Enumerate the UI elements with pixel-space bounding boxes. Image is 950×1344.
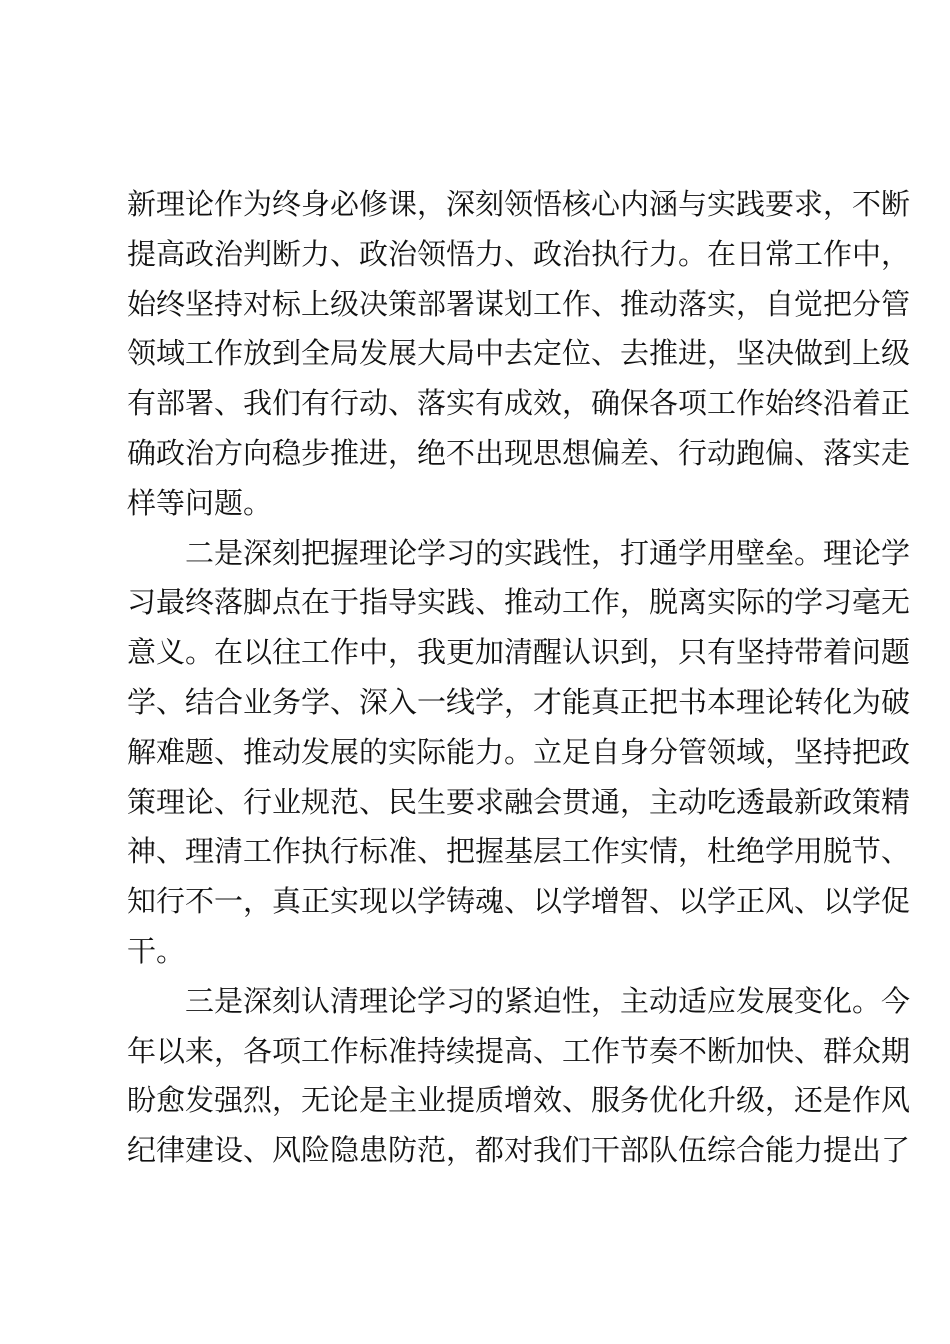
text-line: 习最终落脚点在于指导实践、推动工作，脱离实际的学习毫无 (127, 585, 911, 620)
text-line: 领域工作放到全局发展大局中去定位、去推进，坚决做到上级 (127, 336, 911, 371)
text-line: 解难题、推动发展的实际能力。立足自身分管领域，坚持把政 (127, 734, 911, 769)
text-line: 确政治方向稳步推进，绝不出现思想偏差、行动跑偏、落实走 (127, 435, 911, 470)
text-line: 年以来，各项工作标准持续提高、工作节奏不断加快、群众期 (127, 1033, 911, 1068)
text-line: 三是深刻认清理论学习的紧迫性，主动适应发展变化。今 (185, 983, 911, 1018)
text-line: 神、理清工作执行标准、把握基层工作实情，杜绝学用脱节、 (127, 834, 911, 869)
document-body (127, 180, 911, 1176)
text-line: 新理论作为终身必修课，深刻领悟核心内涵与实践要求，不断 (127, 187, 911, 221)
text-line: 样等问题。 (127, 485, 273, 520)
text-line: 二是深刻把握理论学习的实践性，打通学用壁垒。理论学 (185, 535, 911, 570)
text-line: 有部署、我们有行动、落实有成效，确保各项工作始终沿着正 (127, 386, 911, 421)
paragraph-3 (127, 977, 911, 1176)
text-line: 意义。在以往工作中，我更加清醒认识到，只有坚持带着问题 (127, 635, 911, 670)
text-line: 提高政治判断力、政治领悟力、政治执行力。在日常工作中， (127, 236, 911, 271)
paragraph-1 (127, 180, 911, 529)
paragraph-2 (127, 529, 911, 977)
text-line: 始终坚持对标上级决策部署谋划工作、推动落实，自觉把分管 (127, 286, 911, 321)
text-line: 纪律建设、风险隐患防范，都对我们干部队伍综合能力提出了 (127, 1133, 911, 1168)
text-line: 干。 (127, 933, 186, 968)
text-line: 知行不一，真正实现以学铸魂、以学增智、以学正风、以学促 (127, 884, 911, 919)
text-line: 学、结合业务学、深入一线学，才能真正把书本理论转化为破 (127, 684, 911, 719)
text-line: 盼愈发强烈，无论是主业提质增效、服务优化升级，还是作风 (127, 1083, 911, 1118)
text-line: 策理论、行业规范、民生要求融会贯通，主动吃透最新政策精 (127, 784, 911, 819)
